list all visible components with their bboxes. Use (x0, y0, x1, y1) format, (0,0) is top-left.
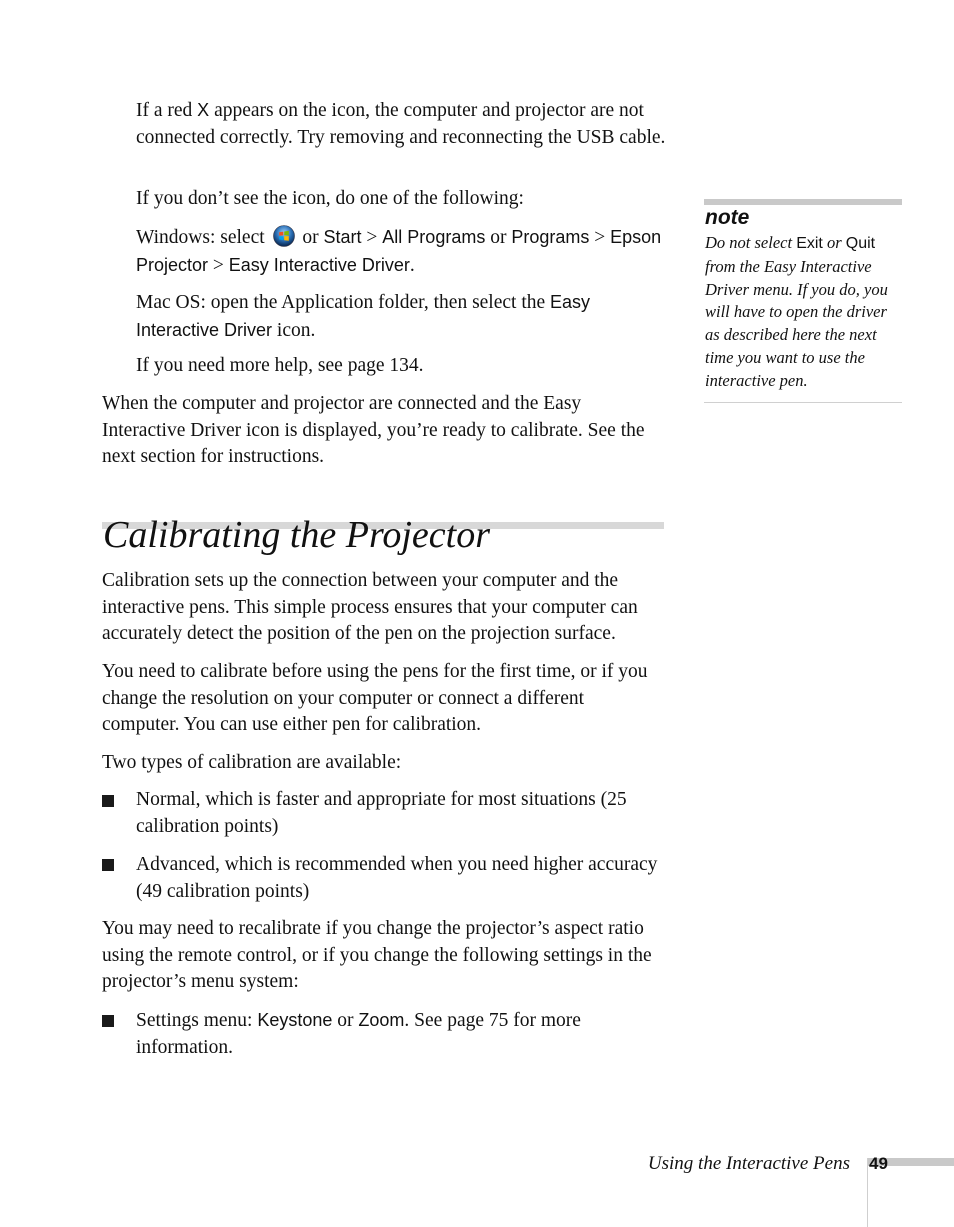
menu-programs: Programs (511, 227, 590, 247)
text: icon. (272, 319, 316, 341)
text: from the Easy Interactive Driver menu. If you do, you will have to open the driver as described here the next time you want to use the interactive pen. (705, 256, 888, 390)
bullet-square-icon (102, 859, 114, 871)
text: If a red (136, 100, 198, 121)
text: . See page 75 for more information. (136, 1010, 581, 1058)
text: or (822, 233, 846, 252)
footer-divider (867, 1158, 868, 1227)
menu-all-programs: All Programs (382, 227, 486, 247)
mac-app-name: Easy Interactive Driver (136, 292, 591, 340)
menu-epson-projector: Epson Projector (136, 227, 662, 275)
paragraph-help: If you need more help, see page 134. (136, 355, 424, 376)
note-top-rule (704, 199, 902, 205)
menu-keystone: Keystone (257, 1010, 333, 1030)
red-x-label: X (197, 100, 210, 120)
text: select (215, 227, 270, 248)
text: or (485, 227, 512, 248)
text: Settings menu: (136, 1010, 258, 1031)
list-item-settings (136, 1007, 666, 1061)
separator: > (208, 254, 229, 276)
bullet-square-icon (102, 795, 114, 807)
menu-exit: Exit (796, 235, 823, 252)
paragraph-calibration: Calibration sets up the connection between your computer and the interactive pens. This simple process ensures that your computer can accurately detect the position of the pen on the projection surface. (102, 570, 638, 644)
text: Do not select (705, 233, 797, 252)
paragraph-windows (136, 224, 666, 279)
paragraph-red-x (136, 97, 666, 151)
menu-start: Start (323, 227, 362, 247)
windows-start-orb-icon (273, 225, 295, 247)
windows-label: Windows: (136, 227, 216, 248)
list-item-normal: Normal, which is faster and appropriate for most situations (25 calibration points) (136, 789, 627, 837)
note-bottom-rule (704, 402, 902, 403)
menu-zoom: Zoom (358, 1010, 405, 1030)
paragraph-recalibrate: You may need to recalibrate if you change the projector’s aspect ratio using the remote control, or if you change the following settings in the projector’s menu system: (102, 918, 652, 992)
separator: > (589, 227, 611, 248)
text: appears on the icon, the computer and projector are not connected correctly. Try removing and reconnecting the USB cable. (136, 100, 666, 148)
paragraph-no-icon: If you don’t see the icon, do one of the following: (136, 188, 524, 209)
text: . (409, 254, 415, 276)
mac-label: Mac OS: (136, 292, 206, 313)
note-body (705, 232, 905, 393)
paragraph-types: Two types of calibration are available: (102, 752, 402, 773)
page-number: 49 (869, 1154, 888, 1173)
menu-quit: Quit (845, 235, 876, 252)
list-item-advanced: Advanced, which is recommended when you need higher accuracy (49 calibration points) (136, 854, 658, 902)
paragraph-mac (136, 289, 666, 344)
text: or (332, 1010, 359, 1031)
menu-easy-interactive-driver: Easy Interactive Driver (228, 254, 410, 275)
section-heading: Calibrating the Projector (103, 514, 491, 556)
text: open the Application folder, then select the (205, 292, 551, 313)
note-title: note (705, 206, 750, 229)
bullet-square-icon (102, 1015, 114, 1027)
paragraph-need-calibrate: You need to calibrate before using the pens for the first time, or if you change the resolution on your computer or connect a different computer. You can use either pen for calibration. (102, 661, 648, 735)
text: or (297, 227, 324, 248)
paragraph-connected: When the computer and projector are connected and the Easy Interactive Driver icon is displayed, you’re ready to calibrate. See the next section for instructions. (102, 393, 645, 467)
separator: > (361, 227, 383, 248)
footer-section-title: Using the Interactive Pens (647, 1153, 850, 1174)
